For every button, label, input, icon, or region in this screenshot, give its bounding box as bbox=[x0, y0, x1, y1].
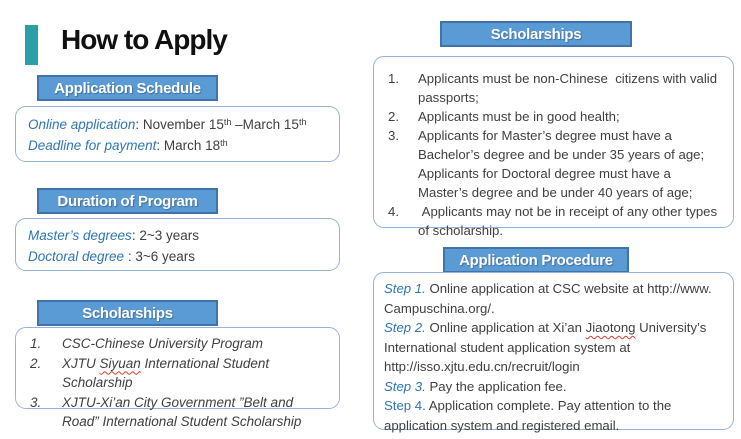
requirement-list-item bbox=[388, 69, 721, 107]
step-label: Step 2. bbox=[384, 320, 426, 335]
duration-label-masters: Master’s degrees bbox=[28, 228, 132, 243]
step-text: Online application at Xi’an Jiaotong University’s International student application system at http://isso.xjtu.edu.cn/recruit/login bbox=[384, 320, 710, 374]
superscript: th bbox=[220, 138, 228, 148]
schedule-separator: : bbox=[135, 117, 143, 132]
procedure-step bbox=[384, 377, 721, 397]
procedure-step bbox=[384, 279, 721, 318]
schedule-separator: : bbox=[156, 138, 164, 153]
procedure-step bbox=[384, 318, 721, 377]
list-number: 3. bbox=[30, 394, 42, 410]
duration-of-program-box bbox=[15, 218, 340, 271]
schedule-row-deadline bbox=[28, 135, 327, 156]
section-header-application-schedule: Application Schedule bbox=[37, 75, 218, 101]
page-title: How to Apply bbox=[61, 24, 227, 55]
duration-separator: : bbox=[124, 249, 136, 264]
list-item-text: XJTU-Xi’an City Government ”Belt and Road” International Student Scholarship bbox=[62, 394, 302, 429]
step-text: Pay the application fee. bbox=[425, 378, 567, 394]
schedule-value: November 15 bbox=[142, 117, 224, 132]
duration-row-doctoral bbox=[28, 246, 327, 267]
list-number: 4. bbox=[388, 204, 399, 219]
scholarship-list-item bbox=[30, 393, 329, 432]
requirement-list-item bbox=[388, 202, 721, 240]
schedule-label-deadline: Deadline for payment bbox=[28, 138, 157, 153]
step-label: Step 4. bbox=[384, 398, 426, 413]
superscript: th bbox=[298, 117, 307, 127]
superscript: th bbox=[223, 117, 232, 127]
list-number: 3. bbox=[388, 128, 399, 143]
section-header-application-procedure: Application Procedure bbox=[443, 247, 629, 273]
schedule-value: March 18 bbox=[163, 138, 221, 153]
misspelled-word: Siyuan bbox=[99, 355, 141, 371]
duration-value: 3~6 years bbox=[135, 249, 195, 264]
duration-value: 2~3 years bbox=[139, 228, 199, 243]
list-item-text: Applicants must be in good health; bbox=[418, 109, 620, 124]
title-accent-bar bbox=[25, 25, 38, 65]
step-label: Step 1. bbox=[384, 281, 426, 296]
list-number: 1. bbox=[30, 336, 42, 351]
scholarship-requirements-box bbox=[373, 56, 734, 238]
step-text: Online application at CSC website at http://www. Campuschina.org/. bbox=[384, 281, 716, 316]
application-schedule-box bbox=[15, 106, 340, 162]
section-header-duration-of-program: Duration of Program bbox=[37, 188, 218, 214]
list-item-text: Applicants for Master’s degree must have a Bachelor’s degree and be under 35 years of age; Applicants for Doctoral degree must have a Master’s degree and be under 40 years of age; bbox=[418, 128, 708, 200]
scholarship-list-item bbox=[30, 354, 329, 393]
list-item-text: Applicants may not be in receipt of any other types of scholarship. bbox=[418, 204, 721, 238]
misspelled-word: Jiaotong bbox=[585, 320, 636, 335]
requirement-list-item bbox=[388, 126, 721, 202]
duration-row-masters bbox=[28, 225, 327, 246]
scholarship-list-item bbox=[30, 334, 329, 354]
step-label: Step 3. bbox=[384, 378, 426, 394]
list-item-text: CSC-Chinese University Program bbox=[62, 336, 264, 351]
scholarships-list-box bbox=[15, 327, 340, 429]
application-procedure-box bbox=[373, 272, 734, 433]
section-header-scholarships-left: Scholarships bbox=[37, 300, 218, 326]
list-item-text: XJTU Siyuan International Student Scholarship bbox=[62, 355, 273, 390]
duration-separator: : bbox=[131, 228, 140, 243]
list-item-text: Applicants must be non-Chinese citizens with valid passports; bbox=[418, 71, 721, 105]
procedure-step bbox=[384, 396, 721, 435]
schedule-row-online bbox=[28, 114, 327, 135]
step-text: Application complete. Pay attention to the application system and registered email. bbox=[384, 398, 676, 433]
duration-label-doctoral: Doctoral degree bbox=[28, 249, 125, 264]
schedule-label-online: Online application bbox=[28, 117, 136, 132]
list-number: 2. bbox=[30, 355, 42, 371]
schedule-value: –March 15 bbox=[231, 117, 299, 132]
list-number: 1. bbox=[388, 71, 399, 86]
section-header-scholarships-right: Scholarships bbox=[440, 21, 632, 47]
requirement-list-item bbox=[388, 107, 721, 126]
list-number: 2. bbox=[388, 109, 399, 124]
